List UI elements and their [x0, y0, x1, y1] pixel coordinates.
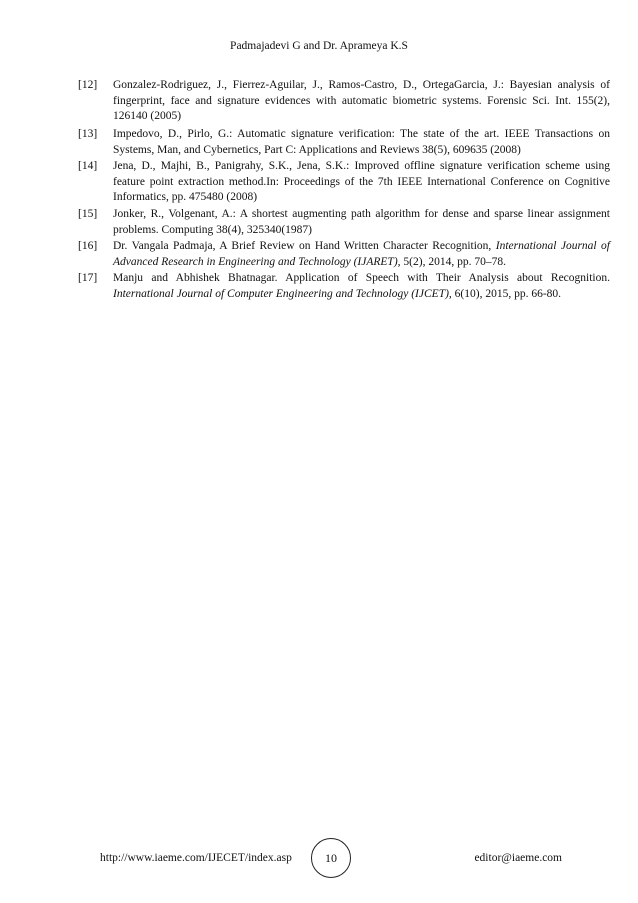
- reference-journal: International Journal of Advanced Research in Engineering and Technology (IJARET),: [113, 240, 610, 268]
- reference-number: [16]: [78, 240, 98, 252]
- running-head: Padmajadevi G and Dr. Aprameya K.S: [230, 40, 408, 52]
- reference-text: [113, 239, 610, 270]
- reference-number: [14]: [78, 160, 98, 172]
- page-footer: [0, 838, 638, 878]
- reference-text-details: 5(2), 2014, pp. 70–78.: [400, 255, 506, 268]
- footer-email-link[interactable]: editor@iaeme.com: [474, 852, 562, 864]
- reference-text-details: 6(10), 2015, pp. 66-80.: [451, 287, 562, 300]
- reference-text-authors: Dr. Vangala Padmaja, A Brief Review on Hand Written Character Recognition,: [113, 240, 496, 252]
- reference-number: [17]: [78, 272, 98, 284]
- reference-number: [12]: [78, 79, 98, 91]
- reference-text: Impedovo, D., Pirlo, G.: Automatic signature verification: The state of the art. IEEE Transactions on Systems, Man, and Cybernetics, Part C: Applications and Reviews 38(5), 609635 (2008): [113, 128, 610, 156]
- footer-url-link[interactable]: http://www.iaeme.com/IJECET/index.asp: [100, 852, 292, 864]
- reference-text: Gonzalez-Rodriguez, J., Fierrez-Aguilar, J., Ramos-Castro, D., OrtegaGarcia, J.: Bayesian analysis of fingerprint, face and signature evidences with automatic biometric systems. Forensic Sci. Int. 155(2), 126140 (2005): [113, 79, 610, 122]
- reference-text: [113, 271, 610, 302]
- reference-journal: International Journal of Computer Engineering and Technology (IJCET),: [113, 287, 452, 300]
- reference-text-authors: Manju and Abhishek Bhatnagar. Application of Speech with Their Analysis about Recognition.: [113, 272, 610, 284]
- reference-number: [15]: [78, 208, 98, 220]
- reference-text: Jena, D., Majhi, B., Panigrahy, S.K., Jena, S.K.: Improved offline signature verification scheme using feature point extraction method.In: Proceedings of the 7th IEEE International Conference on Cognitive Informatics, pp. 475480 (2008): [113, 160, 610, 203]
- reference-number: [13]: [78, 128, 98, 140]
- page-number: 10: [311, 838, 351, 878]
- reference-text: Jonker, R., Volgenant, A.: A shortest augmenting path algorithm for dense and sparse linear assignment problems. Computing 38(4), 325340(1987): [113, 208, 610, 236]
